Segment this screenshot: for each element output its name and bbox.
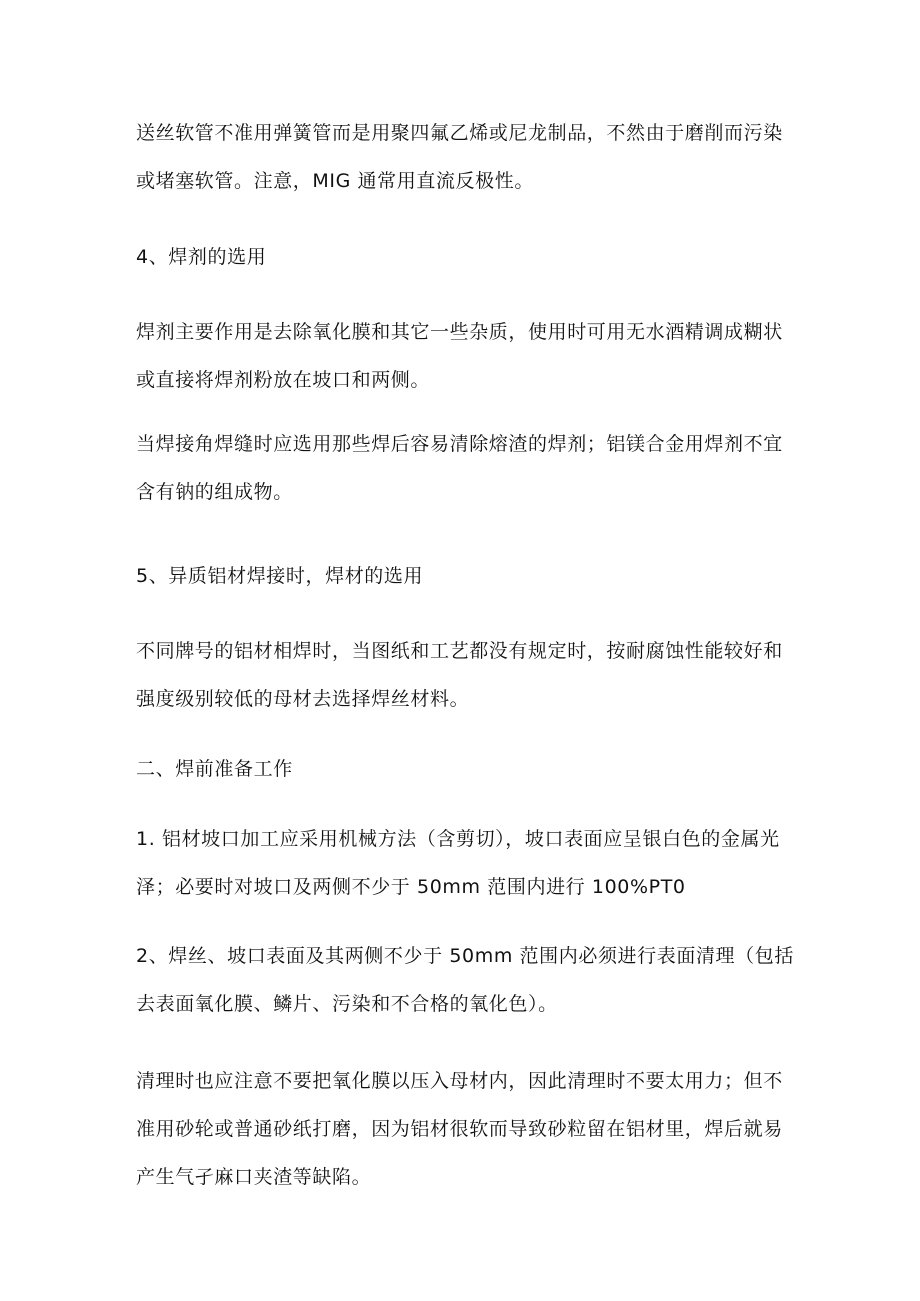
text-line: 2、焊丝、坡口表面及其两侧不少于 50mm 范围内必须进行表面清理（包括 (136, 945, 794, 967)
heading-text: 5、异质铝材焊接时，焊材的选用 (136, 565, 424, 587)
paragraph-cleaning-caution (136, 1057, 796, 1201)
text-line: 或堵塞软管。注意，MIG 通常用直流反极性。 (136, 170, 534, 192)
heading-text: 4、焊剂的选用 (136, 246, 267, 268)
text-line: 焊剂主要作用是去除氧化膜和其它一些杂质，使用时可用无水酒精调成糊状 (136, 321, 783, 343)
text-line: 准用砂轮或普通砂纸打磨，因为铝材很软而导致砂粒留在铝材里，焊后就易 (136, 1118, 783, 1140)
section-heading-preparation (136, 745, 796, 793)
heading-text: 二、焊前准备工作 (136, 758, 293, 780)
text-line: 清理时也应注意不要把氧化膜以压入母材内，因此清理时不要太用力；但不 (136, 1070, 783, 1092)
paragraph-flux-purpose (136, 308, 796, 404)
text-line: 或直接将焊剂粉放在坡口和两侧。 (136, 369, 431, 391)
text-line: 含有钠的组成物。 (136, 481, 293, 503)
text-line: 送丝软管不准用弹簧管而是用聚四氟乙烯或尼龙制品，不然由于磨削而污染 (136, 122, 783, 144)
text-line: 去表面氧化膜、鳞片、污染和不合格的氧化色）。 (136, 993, 558, 1015)
paragraph-fillet-weld-flux (136, 420, 796, 516)
text-line: 产生气孑麻口夹渣等缺陷。 (136, 1166, 372, 1188)
paragraph-groove-machining (136, 815, 796, 911)
text-line: 1. 铝材坡口加工应采用机械方法（含剪切），坡口表面应呈银白色的金属光 (136, 828, 780, 850)
section-heading-flux-selection (136, 233, 796, 281)
paragraph-surface-cleaning (136, 932, 796, 1028)
paragraph-dissimilar-filler (136, 627, 796, 723)
text-line: 强度级别较低的母材去选择焊丝材料。 (136, 688, 470, 710)
text-line: 不同牌号的铝材相焊时，当图纸和工艺都没有规定时，按耐腐蚀性能较好和 (136, 640, 783, 662)
text-line: 当焊接角焊缝时应选用那些焊后容易清除熔渣的焊剂；铝镁合金用焊剂不宜 (136, 433, 783, 455)
text-line: 泽；必要时对坡口及两侧不少于 50mm 范围内进行 100%PT0 (136, 876, 686, 898)
paragraph-hose-requirement (136, 109, 796, 205)
section-heading-dissimilar-aluminum (136, 552, 796, 600)
